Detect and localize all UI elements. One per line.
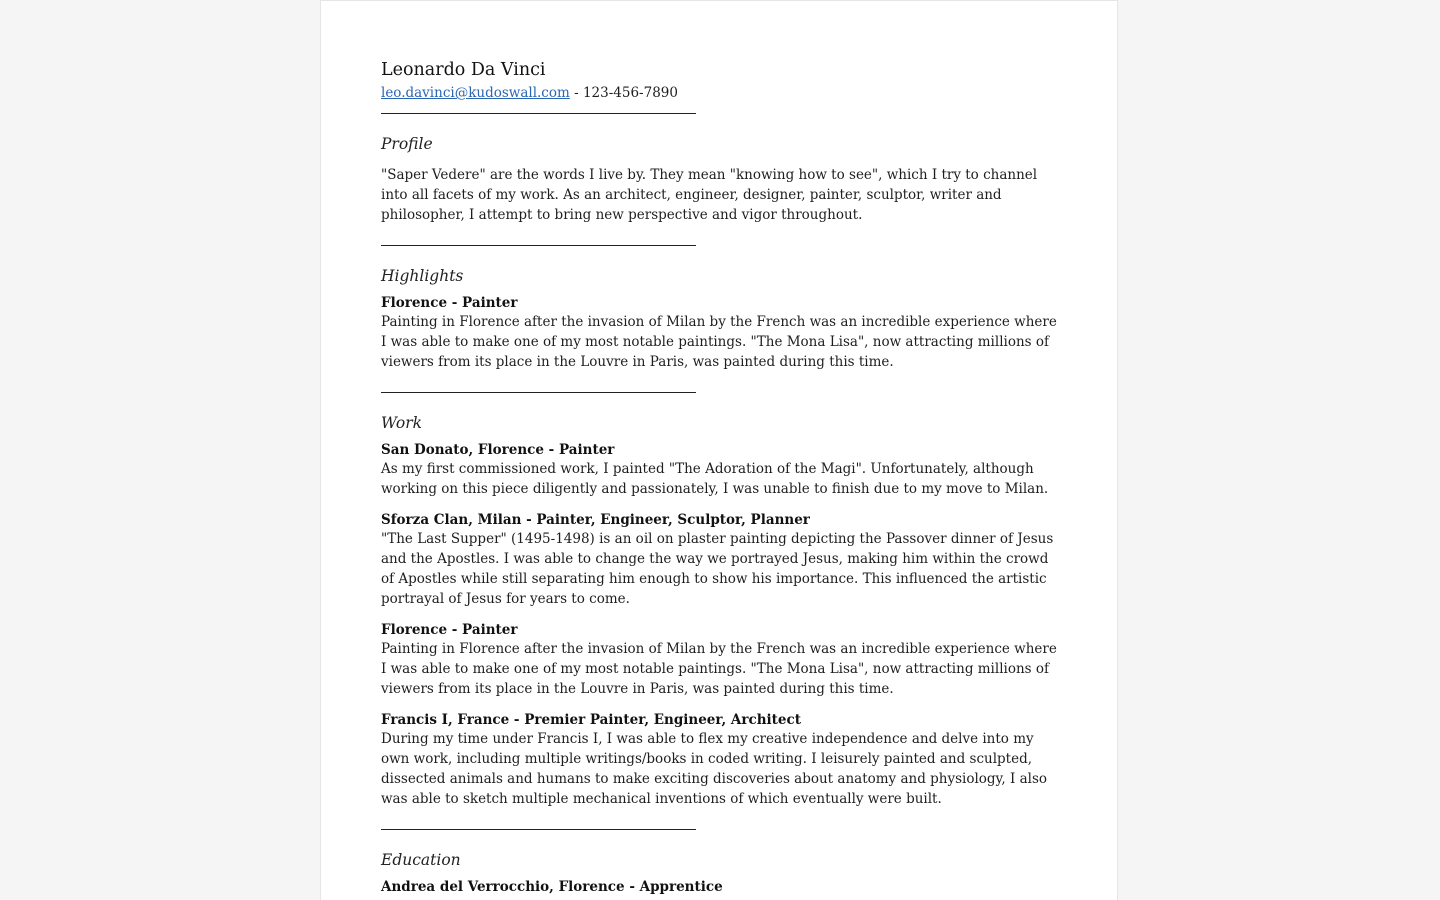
- phone-number: 123-456-7890: [582, 85, 678, 101]
- work-heading: Francis I, France - Premier Painter, Engineer, Architect: [381, 712, 801, 728]
- resume-page: [320, 0, 1118, 900]
- work-text: As my first commissioned work, I painted "The Adoration of the Magi". Unfortunately, although working on this piece diligently and passionately, I was unable to finish due to my move to Milan.: [381, 461, 1049, 497]
- section-divider: [381, 392, 696, 393]
- highlight-item: [381, 295, 1057, 372]
- contact-separator: -: [569, 85, 583, 101]
- section-title-profile: Profile: [381, 135, 433, 153]
- work-item: [381, 442, 1057, 499]
- section-divider: [381, 245, 696, 246]
- education-item: [381, 879, 1057, 896]
- work-heading: San Donato, Florence - Painter: [381, 442, 615, 458]
- work-item: [381, 712, 1057, 809]
- work-item: [381, 622, 1057, 699]
- section-divider: [381, 113, 696, 114]
- resume-name: Leonardo Da Vinci: [381, 60, 546, 80]
- section-title-education: Education: [381, 851, 461, 869]
- highlight-text: Painting in Florence after the invasion of Milan by the French was an incredible experience where I was able to make one of my most notable paintings. "The Mona Lisa", now attracting millions of viewers from its place in the Louvre in Paris, was painted during this time.: [381, 314, 1057, 370]
- work-text: "The Last Supper" (1495-1498) is an oil on plaster painting depicting the Passover dinner of Jesus and the Apostles. I was able to change the way we portrayed Jesus, making him within the crowd of Apostles while still separating him enough to show his importance. This influenced the artistic portrayal of Jesus for years to come.: [381, 531, 1054, 607]
- resume-content: [381, 57, 1057, 896]
- contact-line: [381, 83, 1057, 103]
- email-link[interactable]: leo.davinci@kudoswall.com: [381, 85, 570, 101]
- section-title-work: Work: [381, 414, 423, 432]
- highlight-heading: Florence - Painter: [381, 295, 518, 311]
- work-heading: Sforza Clan, Milan - Painter, Engineer, Sculptor, Planner: [381, 512, 810, 528]
- section-divider: [381, 829, 696, 830]
- work-heading: Florence - Painter: [381, 622, 518, 638]
- education-heading: Andrea del Verrocchio, Florence - Apprentice: [381, 879, 723, 895]
- profile-text: "Saper Vedere" are the words I live by. They mean "knowing how to see", which I try to channel into all facets of my work. As an architect, engineer, designer, painter, sculptor, writer and philosopher, I attempt to bring new perspective and vigor throughout.: [381, 167, 1038, 223]
- work-item: [381, 512, 1057, 609]
- work-text: Painting in Florence after the invasion of Milan by the French was an incredible experience where I was able to make one of my most notable paintings. "The Mona Lisa", now attracting millions of viewers from its place in the Louvre in Paris, was painted during this time.: [381, 641, 1057, 697]
- section-title-highlights: Highlights: [381, 267, 464, 285]
- work-text: During my time under Francis I, I was able to flex my creative independence and delve into my own work, including multiple writings/books in coded writing. I leisurely painted and sculpted, dissected animals and humans to make exciting discoveries about anatomy and physiology, I also was able to sketch multiple mechanical inventions of which eventually were built.: [381, 731, 1048, 807]
